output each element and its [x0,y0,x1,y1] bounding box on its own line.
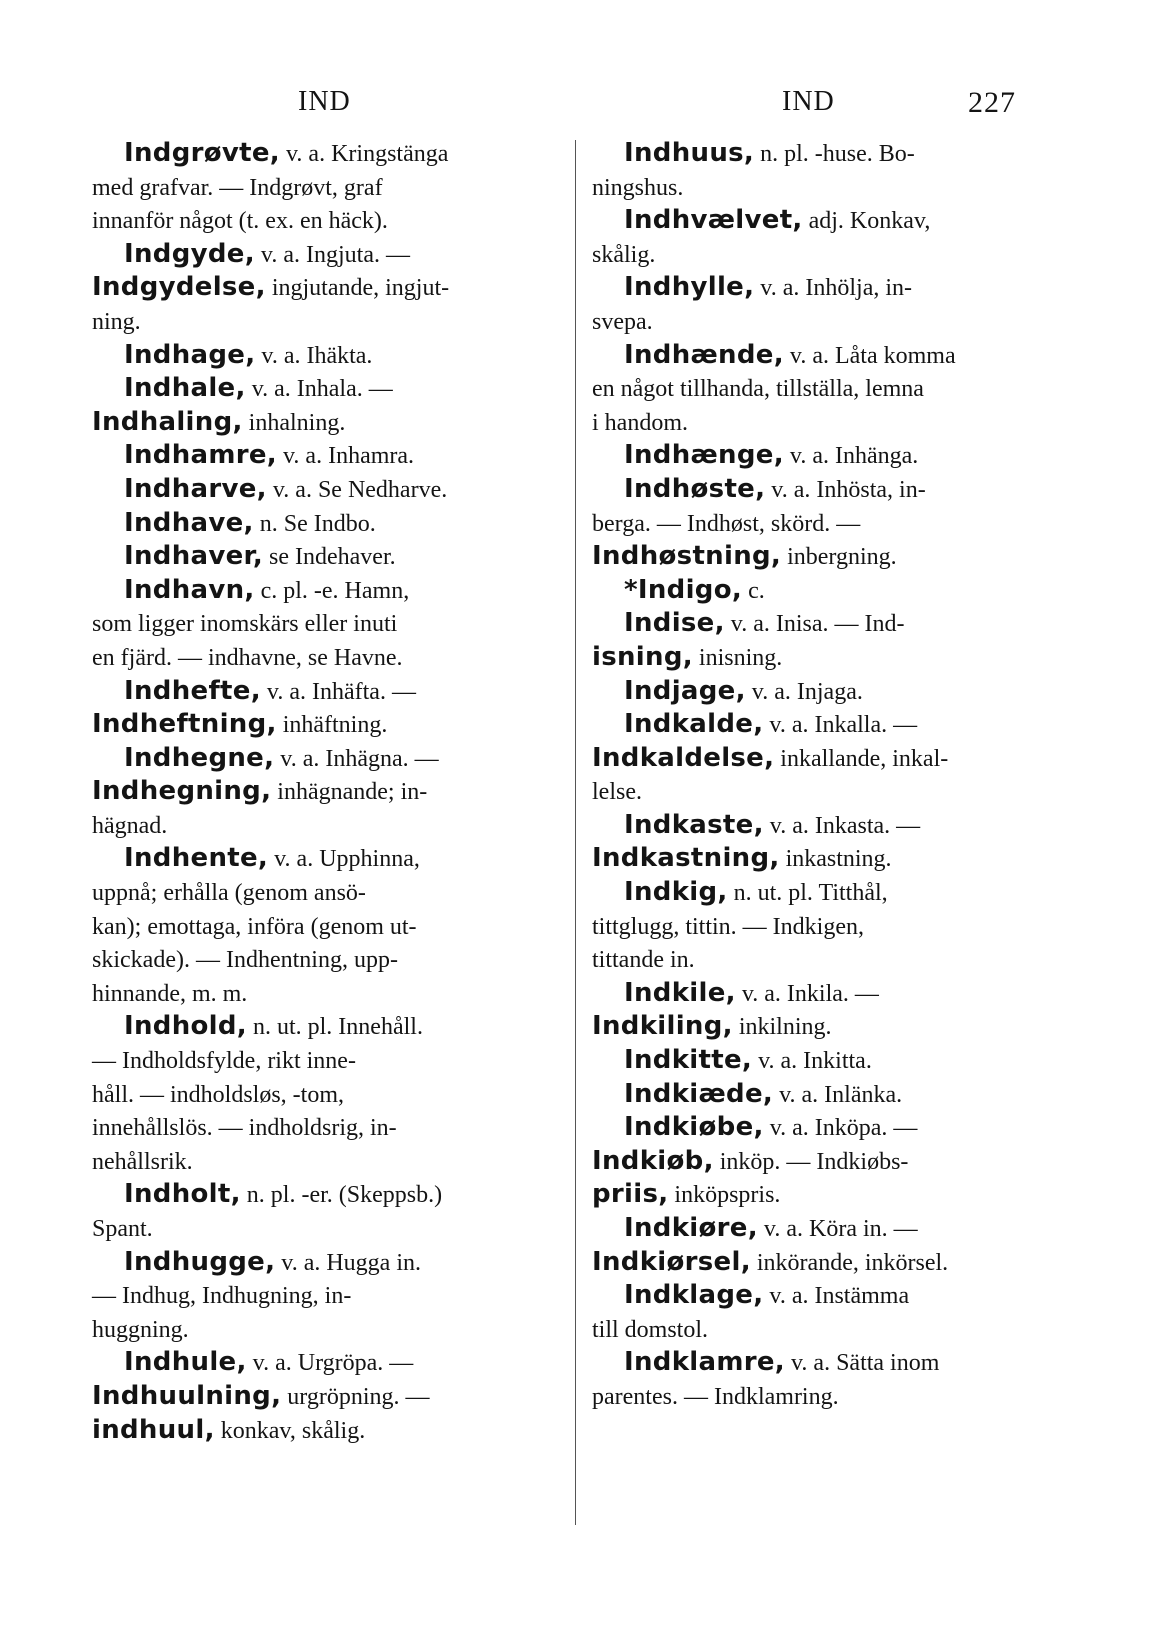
headword: priis, [592,1179,669,1210]
headword: Indkiæde, [624,1078,774,1109]
headword: Indkiørsel, [592,1246,751,1277]
headword: Indklamre, [624,1347,785,1378]
headword: Indhøste, [624,473,766,504]
entry-text: inhäftning. [276,712,388,739]
entry-text: n. ut. pl. Titthål, [727,880,888,907]
entry-text: Spant. [92,1216,153,1242]
entry-line [92,775,572,809]
headword: Indkalde, [624,709,764,740]
entry-text: v. a. Upphinna, [268,846,420,873]
headword: Indhold, [124,1011,247,1042]
entry-line [592,204,1060,238]
entry-text: v. a. Injaga. [745,678,863,705]
entry-line [592,1380,1060,1414]
entry-text: inisning. [692,644,783,671]
entry-line [92,1346,572,1380]
entry-text: svepa. [592,308,653,335]
headword: Indjage, [624,675,746,706]
entry-text: v. a. Kringstänga [279,141,449,167]
headword: Indkitte, [624,1045,753,1076]
entry-text: parentes. — Indklamring. [592,1383,839,1410]
entry-text: skickade). — Indhentning, upp- [92,947,398,974]
entry-line [592,876,1060,910]
entry-line [592,507,1060,541]
headword: Indhente, [124,843,269,874]
entry-line [592,1279,1060,1313]
entry-line [592,171,1060,205]
entry-text: till domstol. [592,1316,709,1343]
running-head-left: IND [298,86,351,117]
entry-line [592,1313,1060,1347]
entry-line [92,708,572,742]
entry-line [592,1111,1060,1145]
headword: isning, [592,641,693,672]
headword: Indkiøbe, [624,1112,764,1143]
entry-text: inkilning. [732,1014,832,1041]
entry-line [92,1279,572,1313]
entry-line [92,137,572,171]
entry-text: v. a. Inhala. — [245,376,393,403]
entry-text: se Indehaver. [263,544,396,571]
entry-text: v. a. Inkitta. [752,1048,872,1075]
headword: Indhaver, [124,541,264,572]
entry-line [592,1212,1060,1246]
headword: Indhale, [124,373,246,404]
entry-text: adj. Konkav, [802,208,931,235]
entry-line [92,171,572,205]
entry-line [592,1346,1060,1380]
entry-text: innehållslös. — indholdsrig, in- [92,1115,397,1142]
entry-text: — Indholdsfylde, rikt inne- [92,1048,356,1075]
entry-line [92,910,572,944]
headword: Indgydelse, [92,272,266,303]
entry-text: inbergning. [781,544,897,571]
headword: Indhave, [124,507,254,538]
entry-text: inkörande, inkörsel. [750,1249,949,1276]
entry-line [92,641,572,675]
entry-line [92,305,572,339]
entry-text: v. a. Inkasta. — [763,812,921,839]
entry-text: inköpspris. [668,1182,781,1209]
entry-line [92,406,572,440]
headword: Indhage, [124,339,256,370]
entry-text: nehållsrik. [92,1148,193,1175]
entry-text: v. a. Ihäkta. [255,342,373,369]
entry-line [92,574,572,608]
headword: Indhuus, [624,138,755,168]
entry-line [92,842,572,876]
headword: Indhamre, [124,440,277,471]
entry-text: v. a. Inhänga. [783,443,919,470]
headword: Indhefte, [124,675,261,706]
entry-text: med grafvar. — Indgrøvt, graf [92,174,383,201]
entry-text: tittglugg, tittin. — Indkigen, [592,913,864,940]
entry-text: en något tillhanda, tillställa, lemna [592,376,924,403]
entry-text: berga. — Indhøst, skörd. — [592,510,861,537]
entry-line [92,271,572,305]
entry-text: kan); emottaga, införa (genom ut- [92,913,417,940]
entry-text: n. pl. -huse. Bo- [754,141,915,167]
entry-text: c. [742,577,765,604]
entry-line [592,842,1060,876]
entry-line [592,809,1060,843]
entry-line [92,809,572,843]
entry-line [592,977,1060,1011]
entry-text: inhalning. [242,409,346,436]
headword: *Indigo, [624,574,743,605]
entry-text: v. a. Ingjuta. — [254,241,410,268]
entry-text: inkallande, inkal- [774,745,949,772]
headword: Indgyde, [124,238,255,269]
entry-text: uppnå; erhålla (genom ansö- [92,880,366,907]
entry-line [592,943,1060,977]
entry-text: v. a. Inlänka. [773,1081,903,1108]
headword: Indkiøre, [624,1213,758,1243]
entry-text: v. a. Inköpa. — [763,1115,918,1142]
entry-text: v. a. Låta komma [783,342,956,369]
entry-line [92,540,572,574]
entry-line [592,742,1060,776]
entry-line [92,507,572,541]
entry-text: v. a. Instämma [763,1283,910,1310]
headword: Indheftning, [92,709,277,740]
entry-text: innanför något (t. ex. en häck). [92,208,388,235]
entry-line [92,1414,572,1448]
headword: Indhegne, [124,742,275,773]
headword: Indhænge, [624,440,784,471]
entry-line [92,943,572,977]
entry-text: v. a. Urgröpa. — [246,1350,414,1377]
entry-text: v. a. Inisa. — Ind- [724,611,905,638]
headword: Indhugge, [124,1246,276,1277]
entry-text: c. pl. -e. Hamn, [254,577,410,604]
headword: Indhuulning, [92,1380,282,1411]
entry-text: n. Se Indbo. [253,510,376,537]
entry-text: tittande in. [592,947,695,974]
entry-text: v. a. Inkalla. — [763,712,918,739]
entry-text: hägnad. [92,812,168,839]
headword: Indhule, [124,1347,247,1378]
entry-text: v. a. Sätta inom [784,1350,940,1377]
entry-line [92,1178,572,1212]
entry-text: konkav, skålig. [214,1417,366,1444]
entry-line [592,1145,1060,1179]
entry-line [92,1078,572,1112]
entry-line [92,473,572,507]
entry-line [592,372,1060,406]
entry-text: n. ut. pl. Innehåll. [246,1014,423,1041]
entry-line [592,708,1060,742]
entry-line [592,305,1060,339]
headword: Indkaste, [624,809,764,840]
headword: Indkile, [624,977,736,1008]
entry-line [592,1078,1060,1112]
left-column [92,137,572,1447]
right-column [592,137,1060,1414]
headword: Indhavn, [124,574,255,605]
entry-text: v. a. Köra in. — [757,1216,918,1242]
headword: Indharve, [124,473,267,504]
entry-line [92,1246,572,1280]
entry-text: n. pl. -er. (Skeppsb.) [240,1182,443,1209]
headword: Indhænde, [624,339,784,370]
entry-text: ningshus. [592,174,684,201]
entry-line [92,607,572,641]
entry-line [92,204,572,238]
entry-line [92,1212,572,1246]
entry-line [92,876,572,910]
entry-line [592,406,1060,440]
entry-line [592,271,1060,305]
entry-line [592,1178,1060,1212]
entry-text: v. a. Inhamra. [276,443,415,470]
entry-line [592,137,1060,171]
page-number: 227 [968,86,1016,119]
entry-text: en fjärd. — indhavne, se Havne. [92,644,403,671]
entry-line [592,439,1060,473]
entry-line [592,473,1060,507]
entry-line [592,641,1060,675]
entry-line [92,977,572,1011]
entry-line [92,1313,572,1347]
entry-text: — Indhug, Indhugning, in- [92,1283,352,1310]
headword: Indklage, [624,1280,764,1311]
headword: Indkiøb, [592,1145,714,1176]
headword: Indkig, [624,877,728,908]
entry-text: huggning. [92,1316,189,1343]
entry-line [92,742,572,776]
headword: Indhegning, [92,776,272,807]
entry-text: inkastning. [779,846,892,873]
entry-line [592,910,1060,944]
headword: Indkastning, [592,843,780,874]
entry-text: inköp. — Indkiøbs- [713,1148,909,1175]
headword: Indgrøvte, [124,138,280,168]
headword: Indise, [624,608,725,639]
entry-line [592,574,1060,608]
headword: Indkaldelse, [592,742,775,773]
entry-line [592,238,1060,272]
headword: Indhvælvet, [624,205,803,236]
headword: Indhaling, [92,406,243,437]
entry-text: v. a. Inhägna. — [274,745,439,772]
entry-line [92,1044,572,1078]
entry-line [592,1246,1060,1280]
headword: Indhøstning, [592,541,782,572]
headword: Indholt, [124,1179,241,1210]
entry-text: skålig. [592,241,656,268]
entry-line [92,372,572,406]
entry-line [92,1010,572,1044]
entry-line [592,607,1060,641]
entry-line [592,1010,1060,1044]
headword: Indkiling, [592,1011,733,1042]
entry-text: ning. [92,308,141,335]
entry-text: hinnande, m. m. [92,980,248,1007]
entry-line [92,1145,572,1179]
entry-line [592,775,1060,809]
entry-line [92,675,572,709]
entry-text: v. a. Inkila. — [735,980,879,1007]
entry-line [592,675,1060,709]
entry-line [92,1111,572,1145]
entry-text: v. a. Inhölja, in- [754,275,913,302]
headword: Indhylle, [624,272,755,303]
entry-text: i handom. [592,409,688,436]
entry-line [592,339,1060,373]
entry-line [92,439,572,473]
running-head-right: IND [782,86,835,117]
entry-line [92,1380,572,1414]
column-divider [575,140,576,1525]
entry-text: v. a. Se Nedharve. [266,476,448,503]
entry-text: v. a. Inhäfta. — [260,678,416,705]
entry-line [92,238,572,272]
entry-text: v. a. Hugga in. [275,1249,421,1276]
entry-text: inhägnande; in- [271,779,428,806]
entry-line [92,339,572,373]
entry-text: håll. — indholdsløs, -tom, [92,1081,344,1108]
headword: indhuul, [92,1414,215,1445]
entry-text: lelse. [592,779,642,806]
entry-text: urgröpning. — [281,1383,430,1410]
entry-text: v. a. Inhösta, in- [765,476,926,503]
entry-line [592,1044,1060,1078]
entry-text: som ligger inomskärs eller inuti [92,611,398,638]
entry-text: ingjutande, ingjut- [265,275,450,302]
entry-line [592,540,1060,574]
